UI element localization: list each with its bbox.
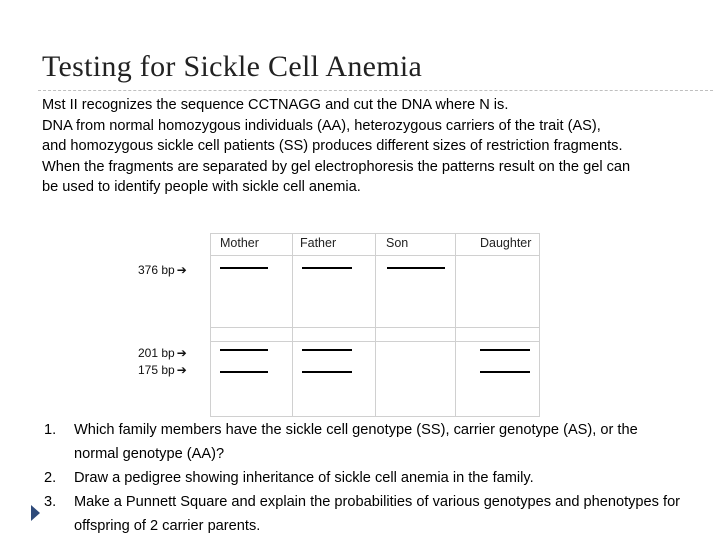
gel-table: [210, 233, 540, 417]
question-text: Draw a pedigree showing inheritance of sickle cell anemia in the family.: [74, 470, 534, 486]
paragraph-line: DNA from normal homozygous individuals (AA), heterozygous carriers of the trait (AS),: [42, 117, 601, 134]
question-item: [44, 490, 684, 538]
gel-grid-line: [375, 233, 376, 417]
band-son-376: [387, 267, 445, 269]
title-divider: [38, 90, 713, 91]
gel-grid-line: [455, 233, 456, 417]
band-father-376: [302, 267, 352, 269]
size-label-text: 175 bp: [138, 363, 175, 377]
arrow-right-icon: ➔: [176, 346, 187, 360]
paragraph-line: and homozygous sickle cell patients (SS) produces different sizes of restriction fragments.: [42, 138, 623, 154]
gel-grid-line: [210, 233, 211, 417]
question-item: [44, 418, 684, 466]
question-list: [44, 418, 684, 538]
paragraph-line: When the fragments are separated by gel electrophoresis the patterns result on the gel can: [42, 158, 631, 175]
question-number: 3.: [44, 494, 57, 510]
band-father-201: [302, 349, 352, 351]
size-label-text: 376 bp: [138, 263, 175, 277]
arrow-right-icon: ➔: [176, 363, 187, 377]
lane-header-daughter: Daughter: [480, 236, 532, 250]
arrow-right-icon: ➔: [176, 263, 187, 277]
band-daughter-201: [480, 349, 530, 351]
size-label-text: 201 bp: [138, 346, 175, 360]
intro-paragraph: [42, 95, 718, 198]
question-text: Which family members have the sickle cell genotype (SS), carrier genotype (AS), or the normal genotype (AA)?: [74, 422, 638, 462]
size-label-201: [138, 346, 187, 360]
paragraph-line: be used to identify people with sickle cell anemia.: [42, 179, 361, 195]
size-label-175: [138, 363, 187, 377]
lane-header-mother: Mother: [220, 236, 259, 250]
gel-grid-line: [292, 233, 293, 417]
question-number: 2.: [44, 470, 57, 486]
question-item: [44, 466, 684, 490]
slide-title: Testing for Sickle Cell Anemia: [42, 50, 423, 83]
size-label-376: [138, 263, 187, 277]
gel-grid-line: [539, 233, 540, 417]
band-mother-201: [220, 349, 268, 351]
lane-header-father: Father: [300, 236, 337, 250]
band-mother-175: [220, 371, 268, 373]
band-daughter-175: [480, 371, 530, 373]
lane-header-son: Son: [386, 236, 409, 250]
question-text: Make a Punnett Square and explain the probabilities of various genotypes and phenotypes for offspring of 2 carrier parents.: [74, 494, 681, 534]
question-number: 1.: [44, 422, 57, 438]
paragraph-line: Mst II recognizes the sequence CCTNAGG and cut the DNA where N is.: [42, 97, 509, 113]
band-mother-376: [220, 267, 268, 269]
triangle-bullet-icon: [31, 505, 40, 521]
band-father-175: [302, 371, 352, 373]
